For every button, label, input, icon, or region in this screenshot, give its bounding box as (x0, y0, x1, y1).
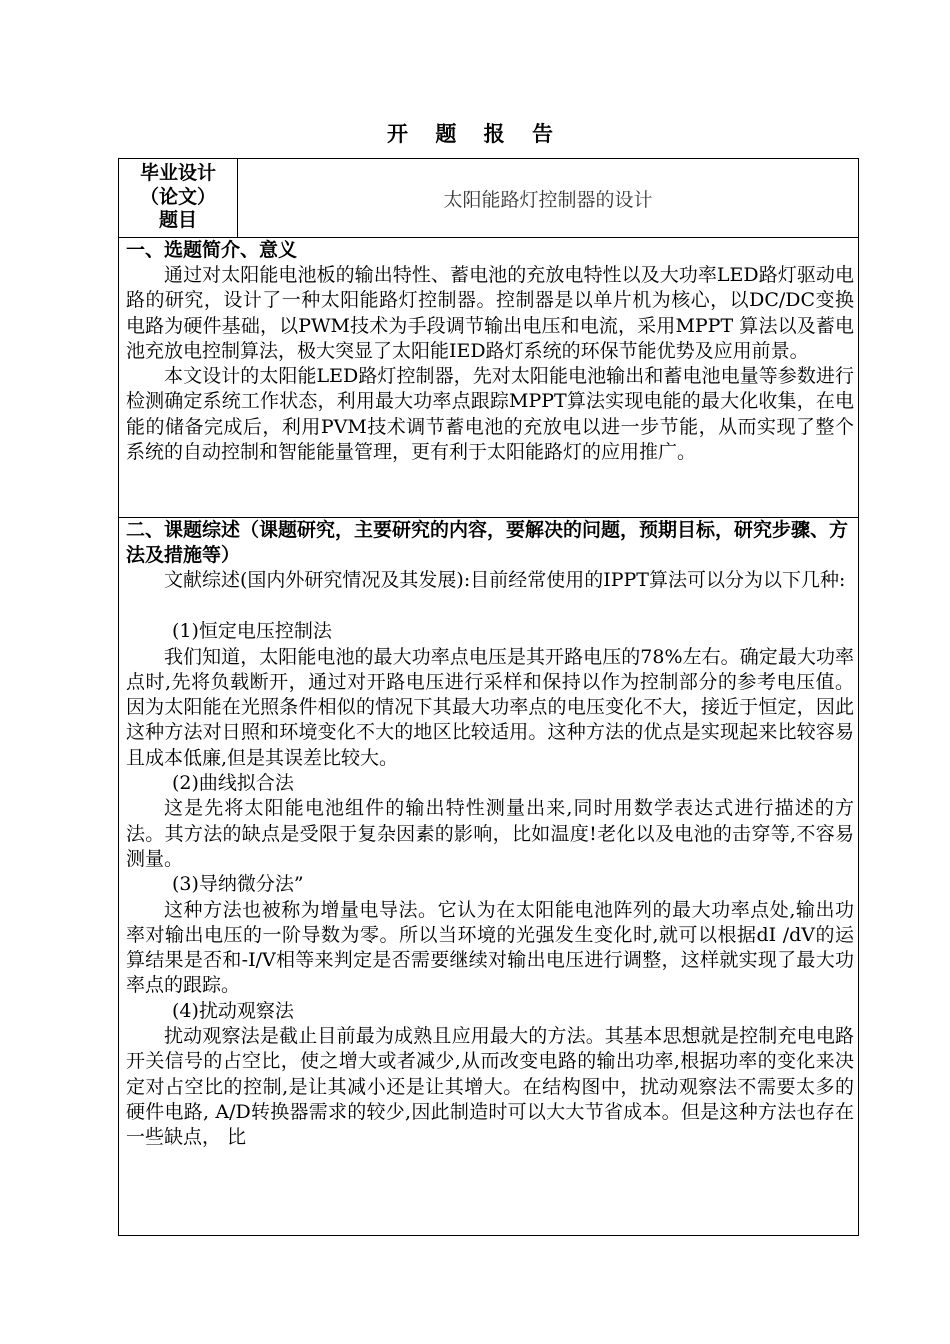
topic-value: 太阳能路灯控制器的设计 (443, 188, 653, 211)
section1-paragraph: 通过对太阳能电池板的输出特性、蓄电池的充放电特性以及大功率LED路灯驱动电路的研究，设计了一种太阳能路灯控制器。控制器是以单片机为核心，以DC/DC变换电路为硬件基础，以PWM技术为手段调节输出电压和电流，采用MPPT 算法以及蓄电池充放电控制算法，极大突显了太阳能IED路灯系统的环保节能优势及应用前景。 (126, 264, 854, 362)
section2-heading: 二、课题综述（课题研究，主要研究的内容，要解决的问题，预期目标，研究步骤、方法及措施等） (126, 519, 849, 566)
topic-label (119, 159, 238, 237)
method-title: (1)恒定电压控制法 (172, 620, 332, 643)
spacer (119, 593, 858, 619)
section-review (119, 518, 858, 1236)
topic-label-line: 题目 (158, 209, 197, 231)
report-table (118, 158, 859, 1236)
literature-intro: 文献综述(国内外研究情况及其发展):目前经常使用的IPPT算法可以分为以下几种: (164, 569, 846, 591)
report-title: 开 题 报 告 (387, 121, 563, 146)
method-text: 我们知道，太阳能电池的最大功率点电压是其开路电压的78%左右。确定最大功率点时,先将负载断开，通过对开路电压进行采样和保持以作为控制部分的参考电压值。因为太阳能在光照条件相似的情况下其最大功率点的电压变化不大，接近于恒定，因此这种方法对日照和环境变化不大的地区比较适用。这种方法的优点是实现起来比较容易且成本低廉,但是其误差比较大。 (126, 645, 854, 769)
section-introduction (119, 238, 858, 518)
section1-paragraph: 本文设计的太阳能LED路灯控制器，先对太阳能电池输出和蓄电池电量等参数进行检测确定系统工作状态，利用最大功率点跟踪MPPT算法实现电能的最大化收集，在电能的储备完成后，利用PVM技术调节蓄电池的充放电以进一步节能，从而实现了整个系统的自动控制和智能能量管理，更有利于太阳能路灯的应用推广。 (126, 365, 854, 464)
method-text: 扰动观察法是截止目前最为成熟且应用最大的方法。其基本思想就是控制充电电路开关信号的占空比，使之增大或者减少,从而改变电路的输出功率,根据功率的变化来决定对占空比的控制,是让其减小还是让其增大。在结构图中，扰动观察法不需要太多的硬件电路, A/D转换器需求的较少,因此制造时可以大大节省成本。但是这种方法也存在一些缺点， 比 (126, 1025, 854, 1149)
topic-row (119, 159, 858, 238)
method-text: 这是先将太阳能电池组件的输出特性测量出来,同时用数学表达式进行描述的方法。其方法的缺点是受限于复杂因素的影响，比如温度!老化以及电池的击穿等,不容易测量。 (126, 797, 854, 870)
section1-heading: 一、选题简介、意义 (126, 239, 298, 261)
method-title: (2)曲线拟合法 (172, 772, 294, 795)
method-text: 这种方法也被称为增量电导法。它认为在太阳能电池阵列的最大功率点处,输出功率对输出电压的一阶导数为零。所以当环境的光强发生变化时,就可以根据dI /dV的运算结果是否和-I/V相等来判定是否需要继续对输出电压进行调整，这样就实现了最大功率点的跟踪。 (126, 898, 854, 997)
method-title: (3)导纳微分法” (172, 873, 304, 896)
topic-label-line: （论文） (139, 185, 216, 208)
topic-label-line: 毕业设计 (139, 162, 216, 184)
method-title: (4)扰动观察法 (172, 999, 294, 1022)
